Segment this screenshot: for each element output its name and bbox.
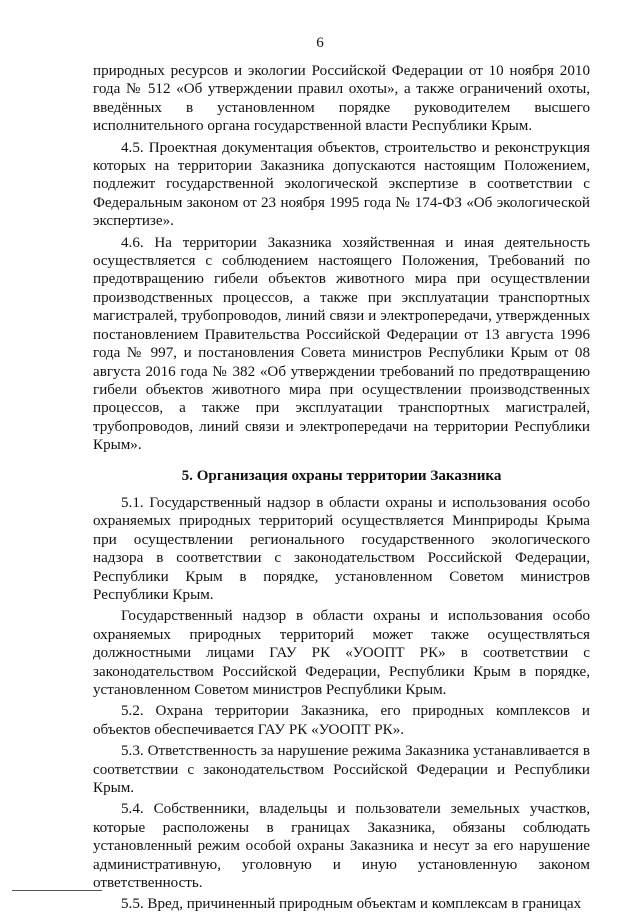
paragraph-4-6: 4.6. На территории Заказника хозяйственная и иная деятельность осуществляется с соблюдением настоящего Положения, Требований по предотвращению гибели объектов животного мира при осуществлении производственных процессов, а также при эксплуатации транспортных магистралей, трубопроводов, линий связи и электропередачи, утвержденных постановлением Правительства Российской Федерации от 13 августа 1996 года № 997, и постановления Совета министров Республики Крым от 08 августа 2016 года № 382 «Об утверждении требований по предотвращению гибели объектов животного мира при осуществлении производственных процессов, а также при эксплуатации транспортных магистралей, трубопроводов, линий связи и электропередачи на территории Республики Крым».: [93, 234, 590, 454]
paragraph-5-4: 5.4. Собственники, владельцы и пользователи земельных участков, которые расположены в границах Заказника, обязаны соблюдать установленный режим особой охраны Заказника и несут за его нарушение административную, уголовную и иную установленную законом ответственность.: [93, 801, 590, 892]
page-number: 6: [316, 35, 324, 51]
footer-rule: [12, 890, 102, 891]
paragraph-5-3: 5.3. Ответственность за нарушение режима Заказника устанавливается в соответствии с законодательством Российской Федерации и Республики Крым.: [93, 743, 590, 797]
paragraph-5-1: 5.1. Государственный надзор в области охраны и использования особо охраняемых природных территорий осуществляется Минприроды Крыма при осуществлении регионального государственного экологического надзора в соответствии с законодательством Российской Федерации, Республики Крым в порядке, установленном Советом министров Республики Крым.: [93, 494, 590, 603]
section-heading: 5. Организация охраны территории Заказника: [181, 467, 502, 484]
document-body: [93, 62, 590, 917]
paragraph-5-5: 5.5. Вред, причиненный природным объектам и комплексам в границах: [121, 896, 582, 913]
paragraph-4-5: 4.5. Проектная документация объектов, строительство и реконструкция которых на территории Заказника допускаются настоящим Положением, подлежит государственной экологической экспертизе в соответствии с Федеральным законом от 23 ноября 1995 года № 174-ФЗ «Об экологической экспертизе».: [93, 139, 590, 230]
paragraph-5-1-continued: Государственный надзор в области охраны и использования особо охраняемых природных территорий может также осуществляться должностными лицами ГАУ РК «УООПТ РК» в соответствии с законодательством Российской Федерации, Республики Крым в порядке, установленном Советом министров Республики Крым.: [93, 608, 590, 698]
paragraph-continuation: природных ресурсов и экологии Российской Федерации от 10 ноября 2010 года № 512 «Об утверждении правил охоты», а также ограничений охоты, введённых в установленном порядке руководителем высшего исполнительного органа государственной власти Республики Крым.: [93, 63, 590, 135]
paragraph-5-2: 5.2. Охрана территории Заказника, его природных комплексов и объектов обеспечивается ГАУ РК «УООПТ РК».: [93, 703, 590, 738]
